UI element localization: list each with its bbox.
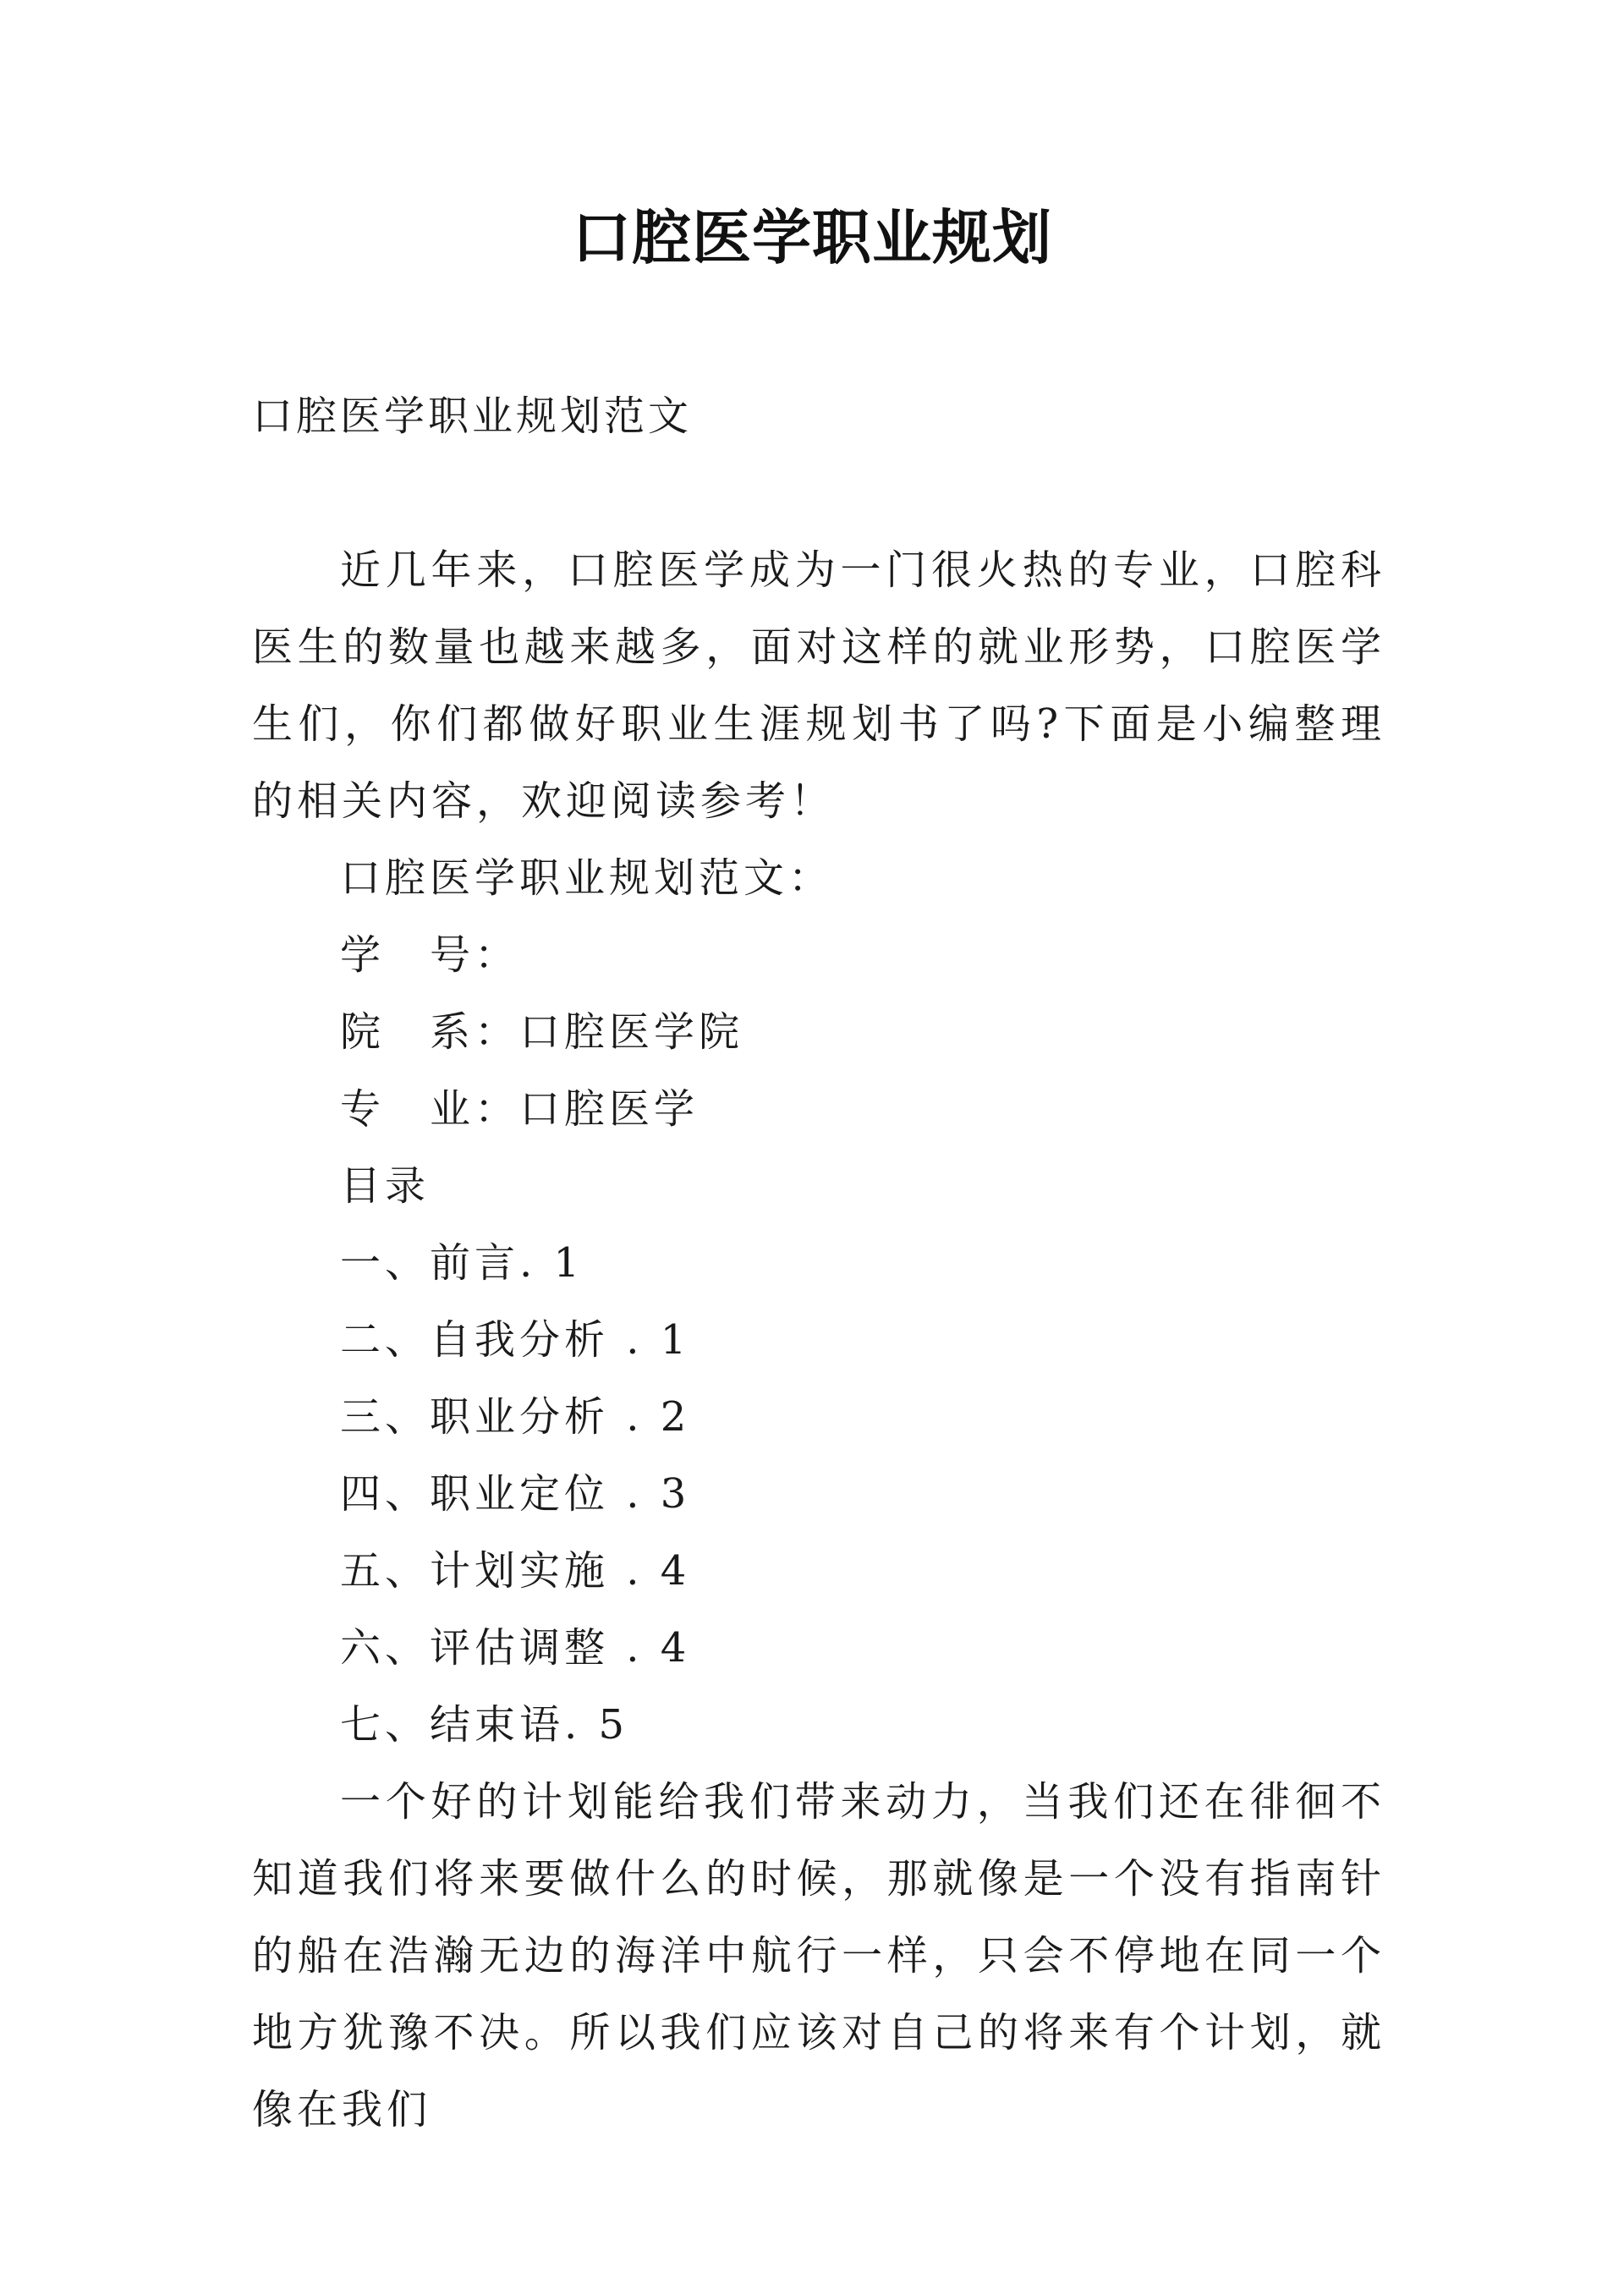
- major-field: 专 业：口腔医学: [340, 1085, 700, 1133]
- toc-item-career-positioning: 四、职业定位 . 3: [340, 1470, 691, 1518]
- toc-heading: 目录: [340, 1162, 431, 1210]
- department-field: 院 系：口腔医学院: [340, 1008, 744, 1056]
- document-subtitle: 口腔医学职业规划范文: [252, 393, 693, 440]
- toc-item-evaluation: 六、评估调整 . 4: [340, 1624, 691, 1672]
- closing-paragraph: 一个好的计划能给我们带来动力，当我们还在徘徊不知道我们将来要做什么的时候，那就像是一个没有指南针的船在浩瀚无边的海洋中航行一样，只会不停地在同一个地方犹豫不决。所以我们应该对自己的将来有个计划，就像在我们: [252, 1778, 1385, 2133]
- document-title: 口腔医学职业规划: [572, 203, 1052, 272]
- intro-paragraph: 近几年来，口腔医学成为一门很火热的专业，口腔科医生的数量也越来越多，面对这样的就业形势，口腔医学生们，你们都做好职业生涯规划书了吗?下面是小编整理的相关内容，欢迎阅读参考！: [252, 546, 1385, 825]
- toc-item-plan-implementation: 五、计划实施 . 4: [340, 1547, 691, 1595]
- student-id-field: 学 号：: [340, 931, 520, 979]
- toc-item-preface: 一、前言. 1: [340, 1239, 584, 1287]
- section-heading: 口腔医学职业规划范文：: [340, 854, 834, 902]
- toc-item-conclusion: 七、结束语. 5: [340, 1701, 629, 1749]
- toc-item-self-analysis: 二、自我分析 . 1: [340, 1316, 691, 1364]
- toc-item-career-analysis: 三、职业分析 . 2: [340, 1393, 691, 1441]
- document-body: [252, 532, 1385, 2149]
